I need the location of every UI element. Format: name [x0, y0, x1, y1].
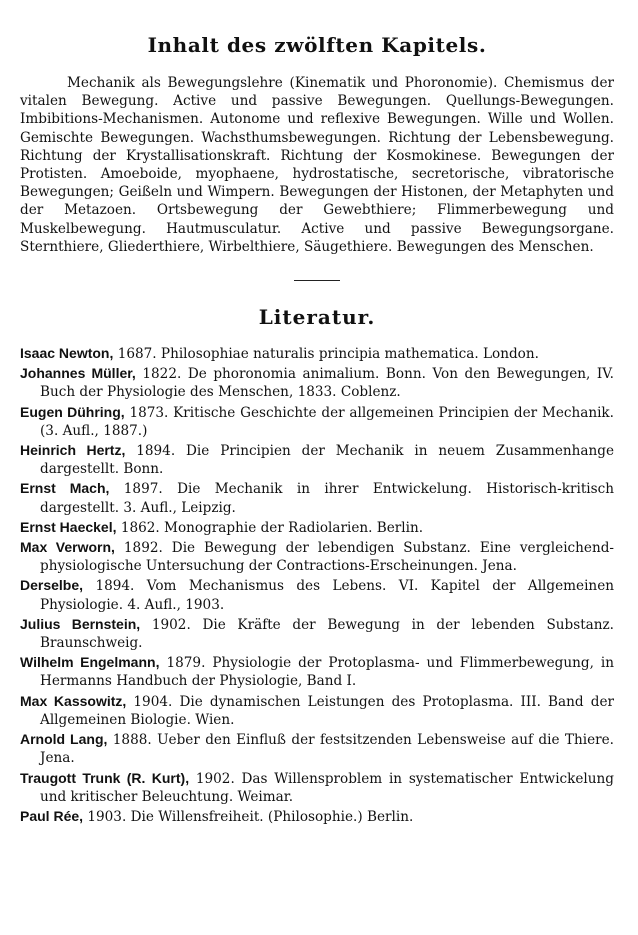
entry-author: Ernst Haeckel, [20, 518, 117, 535]
entry-citation: 1894. Die Principien der Mechanik in neuem Zusammenhange dargestellt. Bonn. [40, 443, 614, 478]
entry-citation: 1822. De phoronomia animalium. Bonn. Von den Bewegungen, IV. Buch der Physiologie des Menschen, 1833. Coblenz. [40, 366, 614, 401]
entry-citation: 1892. Die Bewegung der lebendigen Substanz. Eine vergleichend-physiologische Untersuchung der Contractions-Erscheinungen. Jena. [40, 540, 615, 575]
entry-author: Wilhelm Engelmann, [20, 654, 160, 671]
literature-entry [20, 653, 614, 690]
entry-author: Max Kassowitz, [20, 692, 127, 709]
literature-title: Literatur. [258, 305, 376, 330]
literature-entry [20, 769, 614, 806]
entry-author: Johannes Müller, [20, 365, 136, 382]
entry-citation: 1879. Physiologie der Protoplasma- und Flimmerbewegung, in Hermanns Handbuch der Physiologie, Band I. [40, 655, 614, 690]
entry-citation: 1862. Monographie der Radiolarien. Berlin. [116, 519, 424, 536]
entry-author: Eugen Dühring, [20, 403, 125, 420]
literature-entry [20, 692, 614, 729]
chapter-summary-paragraph: Mechanik als Bewegungslehre (Kinematik und Phoronomie). Chemismus der vitalen Bewegung. Active und passive Bewegungen. Quellungs-Bewegungen. Imbibitions-Mechanismen. Autonome und reflexive Bewegungen. Wille und Wollen. Gemischte Bewegungen. Wachsthumsbewegungen. Richtung der Lebensbewegung. Richtung der Krystallisationskraft. Richtung der Kosmokinese. Bewegungen der Protisten. Amoeboide, myophaene, hydrostatische, secretorische, vibratorische Bewegungen; Geißeln und Wimpern. Bewegungen der Histonen, der Metaphyten und der Metazoen. Ortsbewegung der Gewebthiere; Flimmerbewegung und Muskelbewegung. Hautmusculatur. Active und passive Bewegungsorgane. Sternthiere, Gliederthiere, Wirbelthiere, Säugethiere. Bewegungen des Menschen. [20, 75, 614, 255]
entry-citation: 1904. Die dynamischen Leistungen des Protoplasma. III. Band der Allgemeinen Biologie. Wien. [40, 693, 614, 728]
entry-citation: 1897. Die Mechanik in ihrer Entwickelung. Historisch-kritisch dargestellt. 3. Aufl., Leipzig. [40, 481, 614, 516]
entry-author: Max Verworn, [20, 539, 115, 556]
entry-author: Julius Bernstein, [20, 615, 141, 632]
entry-author: Derselbe, [20, 577, 84, 594]
entry-citation: 1903. Die Willensfreiheit. (Philosophie.) Berlin. [83, 808, 414, 825]
literature-entry [20, 807, 614, 826]
chapter-contents-title: Inhalt des zwölften Kapitels. [147, 33, 487, 57]
entry-citation: 1888. Ueber den Einfluß der festsitzenden Lebensweise auf die Thiere. Jena. [40, 732, 614, 767]
literature-entry [20, 479, 614, 516]
literature-entry [20, 344, 614, 363]
entry-citation: 1687. Philosophiae naturalis principia mathematica. London. [113, 346, 539, 363]
section-divider [294, 280, 340, 281]
entry-citation: 1902. Das Willensproblem in systematischer Entwickelung und kritischer Beleuchtung. Weimar. [40, 770, 614, 805]
literature-entry [20, 576, 614, 613]
entry-author: Traugott Trunk (R. Kurt), [20, 769, 190, 786]
literature-entry [20, 538, 614, 575]
entry-citation: 1873. Kritische Geschichte der allgemeinen Principien der Mechanik. (3. Aufl., 1887.) [40, 404, 614, 439]
literature-entry [20, 403, 614, 440]
entry-author: Ernst Mach, [20, 480, 110, 497]
literature-entry [20, 364, 614, 401]
entry-author: Arnold Lang, [20, 731, 108, 748]
literature-entry [20, 518, 614, 537]
literature-entry [20, 730, 614, 767]
literature-entry [20, 615, 614, 652]
entry-author: Paul Rée, [20, 807, 84, 824]
entry-citation: 1902. Die Kräfte der Bewegung in der lebenden Substanz. Braunschweig. [40, 616, 614, 652]
entry-citation: 1894. Vom Mechanismus des Lebens. VI. Kapitel der Allgemeinen Physiologie. 4. Aufl., 1903. [40, 578, 614, 613]
entry-author: Isaac Newton, [20, 345, 114, 362]
literature-entry [20, 441, 614, 478]
entry-author: Heinrich Hertz, [20, 442, 126, 459]
literature-list [20, 344, 614, 826]
